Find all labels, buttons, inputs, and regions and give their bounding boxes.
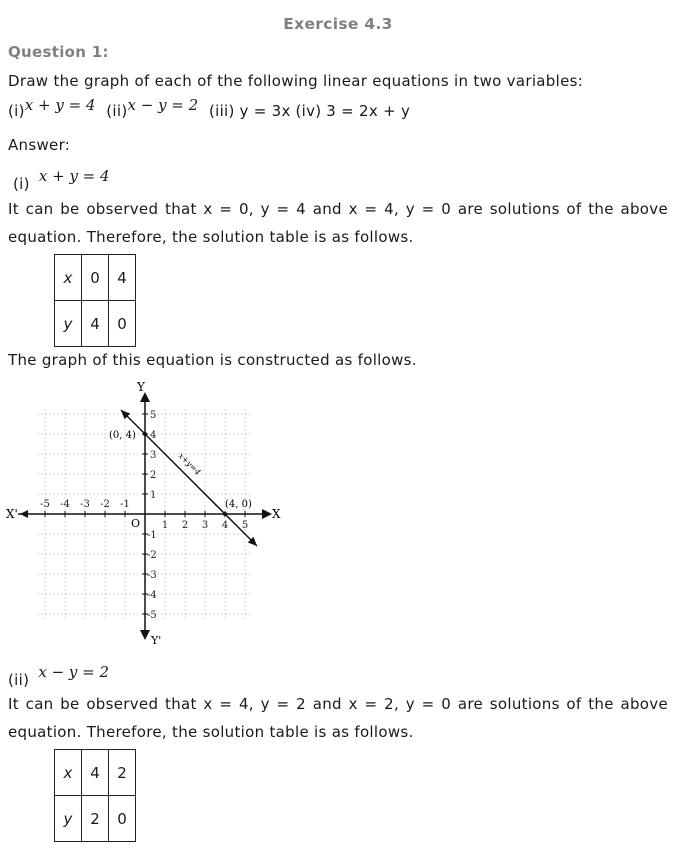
tick-label: 1 <box>161 520 169 531</box>
part-i-equation: x + y = 4 <box>38 167 110 185</box>
part-label: (iii) <box>208 102 235 120</box>
part-equation: x − y = 2 <box>127 96 199 114</box>
tick-label: -1 <box>120 499 130 510</box>
tick-label: 2 <box>150 470 157 481</box>
table-cell: 2 <box>109 750 136 796</box>
tick-label: 2 <box>181 520 189 531</box>
table-cell: 0 <box>109 796 136 842</box>
tick-label: -3 <box>80 499 90 510</box>
part-i-observation-line2: equation. Therefore, the solution table is as follows. <box>8 228 414 246</box>
table-row <box>55 796 136 842</box>
tick-label: -1 <box>147 530 157 541</box>
tick-label: 4 <box>221 520 229 531</box>
axis-y-label: Y <box>137 380 145 394</box>
part-ii-heading <box>8 662 110 689</box>
exercise-title: Exercise 4.3 <box>283 15 393 33</box>
tick-label: -2 <box>147 550 157 561</box>
table-cell: 0 <box>82 255 109 301</box>
table-cell: 0 <box>109 301 136 347</box>
tick-label: -5 <box>40 499 50 510</box>
part-equation: x + y = 4 <box>24 96 96 114</box>
part-label: (i) <box>8 102 25 120</box>
part-label: (ii) <box>106 102 128 120</box>
axis-tick-labels <box>40 410 248 621</box>
tick-label: 3 <box>201 520 209 531</box>
part-i-label: (i) <box>13 175 30 193</box>
table-cell: 4 <box>82 301 109 347</box>
tick-label: -4 <box>60 499 70 510</box>
part-i-observation-line1: It can be observed that x = 0, y = 4 and x = 4, y = 0 are solutions of the above <box>8 200 668 218</box>
question-prompt: Draw the graph of each of the following linear equations in two variables: <box>8 72 584 90</box>
tick-label: -5 <box>147 610 157 621</box>
x-axis-arrow-icon <box>262 509 272 519</box>
table-cell: 4 <box>82 750 109 796</box>
tick-label: 4 <box>150 430 157 441</box>
table-row <box>55 750 136 796</box>
part-equation: y = 3x <box>239 102 291 120</box>
point-a-label: (0, 4) <box>109 430 136 441</box>
table-cell: y <box>55 301 82 347</box>
tick-label: 5 <box>150 410 157 421</box>
tick-label: -3 <box>147 570 157 581</box>
axis-y-neg-label: Y' <box>151 634 162 647</box>
part-equation: 3 = 2x + y <box>326 102 411 120</box>
question-heading: Question 1: <box>8 43 109 61</box>
table-row <box>55 255 136 301</box>
tick-label: -2 <box>100 499 110 510</box>
tick-label: 1 <box>150 490 157 501</box>
tick-label: -4 <box>147 590 157 601</box>
data-point <box>143 432 147 436</box>
part-ii-observation-line1: It can be observed that x = 4, y = 2 and x = 2, y = 0 are solutions of the above <box>8 695 668 713</box>
line-equation-label: x+y=4 <box>176 451 203 477</box>
table-cell: x <box>55 750 82 796</box>
part-ii-solution-table <box>54 749 136 842</box>
axis-x-neg-label: X' <box>6 507 18 521</box>
series-line-x-plus-y-4 <box>121 410 257 546</box>
part-i-solution-table <box>54 254 136 347</box>
graph-intro: The graph of this equation is constructed as follows. <box>8 351 417 369</box>
x-axis-neg-arrow-icon <box>20 510 28 518</box>
part-i-heading <box>13 166 110 193</box>
point-b-label: (4, 0) <box>225 499 252 510</box>
y-axis-neg-arrow-icon <box>140 630 150 640</box>
part-label: (iv) <box>295 102 322 120</box>
part-ii-observation-line2: equation. Therefore, the solution table is as follows. <box>8 723 414 741</box>
axis-x-label: X <box>272 507 281 521</box>
part-ii-label: (ii) <box>8 671 30 689</box>
graph-x-plus-y-equals-4 <box>0 374 300 654</box>
tick-label: 3 <box>150 450 157 461</box>
part-ii-equation: x − y = 2 <box>38 663 110 681</box>
answer-label: Answer: <box>8 136 71 154</box>
tick-label: 5 <box>241 520 249 531</box>
table-cell: 4 <box>109 255 136 301</box>
table-cell: y <box>55 796 82 842</box>
data-point <box>223 512 227 516</box>
question-parts <box>8 96 411 120</box>
origin-label: O <box>131 517 141 530</box>
table-cell: 2 <box>82 796 109 842</box>
table-cell: x <box>55 255 82 301</box>
table-row <box>55 301 136 347</box>
